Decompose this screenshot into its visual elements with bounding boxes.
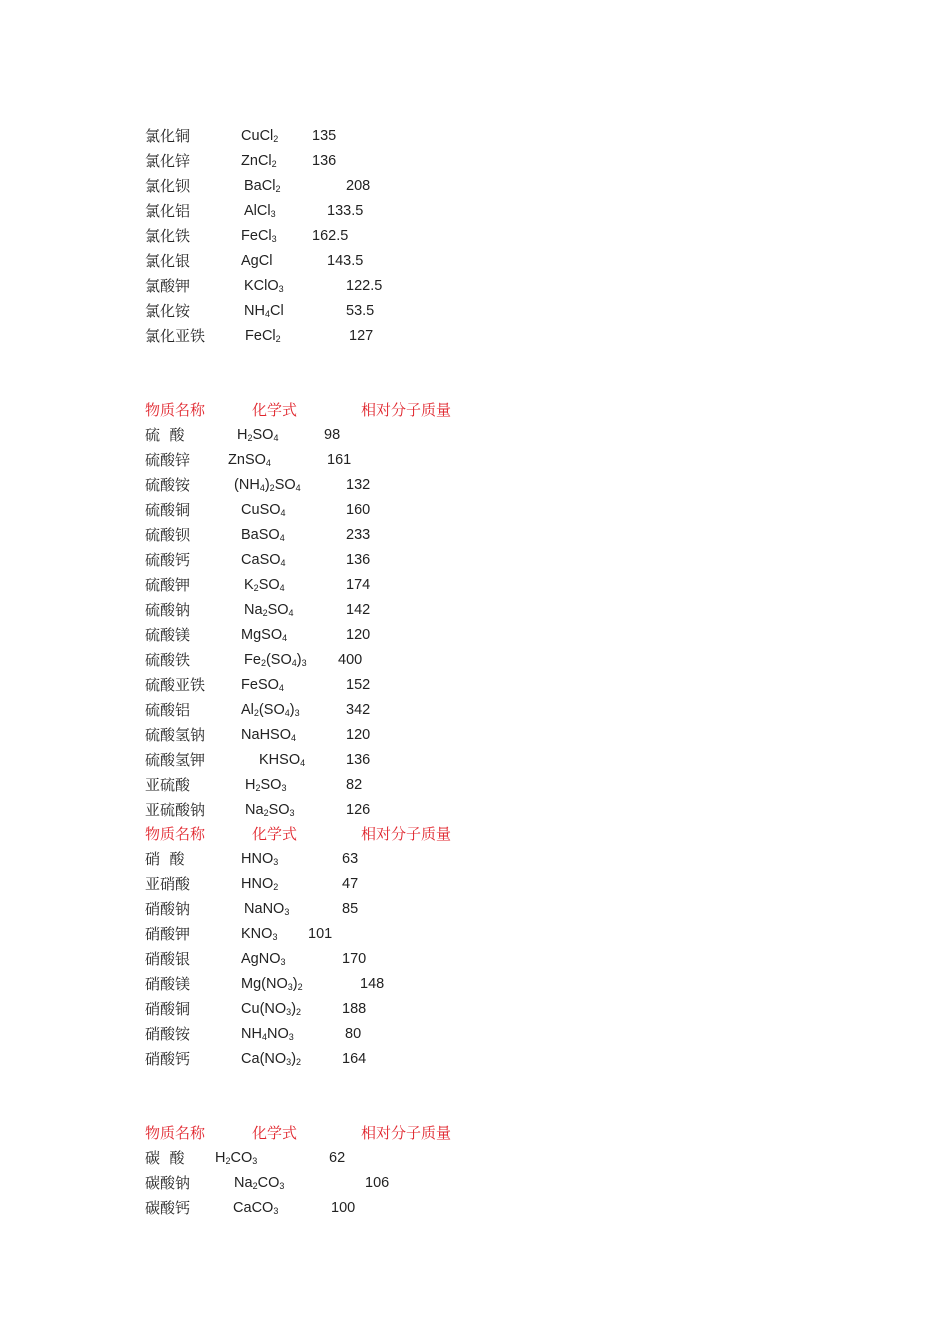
molecular-mass: 127 [349, 328, 374, 344]
substance-name: 碳 酸 [145, 1149, 185, 1167]
chemical-formula: $HNO_3$ [241, 851, 279, 867]
chemical-formula: CuCl$_2$ [241, 128, 279, 144]
chemical-formula: $K_2SO_4$ [244, 577, 285, 593]
substance-name: 硝酸银 [145, 950, 191, 968]
molecular-mass: 174 [346, 577, 371, 593]
table-row [0, 573, 950, 598]
molecular-mass: 133.5 [327, 203, 364, 219]
substance-name: 硫酸氢钾 [145, 751, 206, 769]
header-name: 物质名称 [145, 825, 206, 843]
molecular-mass: 148 [360, 976, 385, 992]
table-row [0, 473, 950, 498]
molecular-mass: 142 [346, 602, 371, 618]
table-row [0, 548, 950, 573]
molecular-mass: 82 [346, 777, 363, 793]
substance-name: 氯化铁 [145, 227, 191, 245]
chemical-formula: AgNO$_3$ [241, 951, 286, 967]
chemical-formula: $H_2CO_3$ [215, 1150, 258, 1166]
chemical-formula: FeCl$_2$ [245, 328, 281, 344]
table-row [0, 149, 950, 174]
molecular-mass: 53.5 [346, 303, 375, 319]
table-row [0, 872, 950, 897]
molecular-mass: 120 [346, 727, 371, 743]
table-row [0, 648, 950, 673]
molecular-mass: 208 [346, 178, 371, 194]
chemical-formula: $KHSO_4$ [259, 752, 306, 768]
substance-name: 硫酸铜 [145, 501, 191, 519]
substance-name: 氯酸钾 [145, 277, 191, 295]
table-row [0, 523, 950, 548]
substance-name: 硫酸钾 [145, 576, 191, 594]
chemical-formula: $Cu(NO_3)_2$ [241, 1001, 302, 1017]
table-row [0, 748, 950, 773]
substance-name: 碳酸钠 [145, 1174, 191, 1192]
substance-name: 碳酸钙 [145, 1199, 191, 1217]
chemical-formula: BaCl$_2$ [244, 178, 281, 194]
header-mass: 相对分子质量 [361, 825, 452, 843]
chemical-formula: $Fe_2(SO_4)_3$ [244, 652, 307, 668]
substance-name: 硫酸镁 [145, 626, 191, 644]
substance-name: 硝酸钙 [145, 1050, 191, 1068]
chemical-formula: $Al_2(SO_4)_3$ [241, 702, 300, 718]
header-mass: 相对分子质量 [361, 401, 452, 419]
molecular-mass: 161 [327, 452, 352, 468]
substance-name: 硝酸镁 [145, 975, 191, 993]
table-row [0, 274, 950, 299]
molecular-mass: 47 [342, 876, 359, 892]
table-row [0, 324, 950, 349]
table-row [0, 1171, 950, 1196]
table-row [0, 798, 950, 823]
table-row [0, 249, 950, 274]
chemical-formula: MgSO$_4$ [241, 627, 288, 643]
molecular-mass: 136 [346, 752, 371, 768]
chemical-formula: CaCO$_3$ [233, 1200, 279, 1216]
table-row [0, 124, 950, 149]
table-row [0, 423, 950, 448]
substance-name: 氯化钡 [145, 177, 191, 195]
header-name: 物质名称 [145, 401, 206, 419]
substance-name: 硫酸钡 [145, 526, 191, 544]
chemical-formula: $H_2SO_3$ [245, 777, 287, 793]
chemical-formula: CuSO$_4$ [241, 502, 286, 518]
table-row [0, 299, 950, 324]
table-row [0, 623, 950, 648]
chemical-formula: $H_2SO_4$ [237, 427, 279, 443]
chemical-formula: NaNO$_3$ [244, 901, 290, 917]
chemical-formula: $Mg(NO_3)_2$ [241, 976, 303, 992]
header-formula: 化学式 [252, 401, 298, 419]
molecular-mass: 400 [338, 652, 363, 668]
molecular-mass: 136 [346, 552, 371, 568]
substance-name: 亚硫酸钠 [145, 801, 206, 819]
substance-name: 硫酸铁 [145, 651, 191, 669]
table-row [0, 1196, 950, 1221]
header-mass: 相对分子质量 [361, 1124, 452, 1142]
substance-name: 硫酸铵 [145, 476, 191, 494]
substance-name: 氯化铜 [145, 127, 191, 145]
chemical-formula: BaSO$_4$ [241, 527, 285, 543]
molecular-mass: 85 [342, 901, 359, 917]
chemical-formula: AlCl$_3$ [244, 203, 276, 219]
molecular-mass: 188 [342, 1001, 367, 1017]
chemical-formula: $Ca(NO_3)_2$ [241, 1051, 302, 1067]
table-row [0, 174, 950, 199]
substance-name: 硝酸铜 [145, 1000, 191, 1018]
chemical-formula: $KNO_3$ [241, 926, 278, 942]
header-formula: 化学式 [252, 825, 298, 843]
table-row [0, 1022, 950, 1047]
chemical-formula: CaSO$_4$ [241, 552, 286, 568]
molecular-mass: 122.5 [346, 278, 383, 294]
chemical-formula: $Na_2SO_4$ [244, 602, 294, 618]
substance-name: 氯化银 [145, 252, 191, 270]
molecular-mass: 106 [365, 1175, 390, 1191]
table-row [0, 947, 950, 972]
chemical-formula: FeSO$_4$ [241, 677, 284, 693]
substance-name: 硫酸铝 [145, 701, 191, 719]
table-row [0, 922, 950, 947]
table-row [0, 897, 950, 922]
molecular-mass: 101 [308, 926, 333, 942]
table-row [0, 1047, 950, 1072]
chemical-formula: $Na_2CO_3$ [234, 1175, 285, 1191]
molecular-mass: 233 [346, 527, 371, 543]
substance-name: 硫酸氢钠 [145, 726, 206, 744]
molecular-mass: 126 [346, 802, 371, 818]
substance-name: 硝酸铵 [145, 1025, 191, 1043]
chemical-formula: AgCl [241, 253, 273, 269]
table-row [0, 997, 950, 1022]
substance-name: 硝 酸 [145, 850, 185, 868]
molecular-mass: 120 [346, 627, 371, 643]
molecular-mass: 160 [346, 502, 371, 518]
chemical-formula: $Na_2SO_3$ [245, 802, 295, 818]
substance-name: 氯化铵 [145, 302, 191, 320]
substance-name: 硫酸锌 [145, 451, 191, 469]
table-row [0, 498, 950, 523]
table-header-row [0, 822, 950, 847]
substance-name: 硝酸钠 [145, 900, 191, 918]
molecular-mass: 152 [346, 677, 371, 693]
table-row [0, 1146, 950, 1171]
molecular-mass: 342 [346, 702, 371, 718]
table-row [0, 698, 950, 723]
chemical-formula: $NH_4Cl$ [244, 303, 284, 319]
chemical-formula: FeCl$_3$ [241, 228, 277, 244]
molecular-mass: 80 [345, 1026, 362, 1042]
table-row [0, 723, 950, 748]
header-name: 物质名称 [145, 1124, 206, 1142]
table-row [0, 199, 950, 224]
chemical-formula: KClO$_3$ [244, 278, 284, 294]
table-row [0, 673, 950, 698]
header-formula: 化学式 [252, 1124, 298, 1142]
substance-name: 亚硫酸 [145, 776, 191, 794]
molecular-mass: 132 [346, 477, 371, 493]
molecular-mass: 135 [312, 128, 337, 144]
table-row [0, 598, 950, 623]
table-row [0, 847, 950, 872]
chemical-formula: $HNO_2$ [241, 876, 279, 892]
molecular-mass: 170 [342, 951, 367, 967]
table-row [0, 224, 950, 249]
substance-name: 硫酸钙 [145, 551, 191, 569]
chemical-formula: $NH_4NO_3$ [241, 1026, 294, 1042]
molecular-mass: 98 [324, 427, 341, 443]
substance-name: 硝酸钾 [145, 925, 191, 943]
chemical-formula: NaHSO$_4$ [241, 727, 297, 743]
table-header-row [0, 1121, 950, 1146]
molecular-mass: 164 [342, 1051, 367, 1067]
molecular-mass: 62 [329, 1150, 346, 1166]
molecular-mass: 162.5 [312, 228, 349, 244]
table-row [0, 773, 950, 798]
substance-name: 氯化铝 [145, 202, 191, 220]
substance-name: 硫 酸 [145, 426, 185, 444]
substance-name: 氯化锌 [145, 152, 191, 170]
substance-name: 硫酸钠 [145, 601, 191, 619]
molecular-mass: 100 [331, 1200, 356, 1216]
table-row [0, 972, 950, 997]
table-row [0, 448, 950, 473]
substance-name: 氯化亚铁 [145, 327, 206, 345]
molecular-mass: 143.5 [327, 253, 364, 269]
molecular-mass: 63 [342, 851, 359, 867]
chemical-formula: ZnSO$_4$ [228, 452, 271, 468]
chemical-formula: $(NH_4)_2SO_4$ [234, 477, 301, 493]
chemical-formula: ZnCl$_2$ [241, 153, 277, 169]
table-header-row [0, 398, 950, 423]
substance-name: 亚硝酸 [145, 875, 191, 893]
molecular-mass: 136 [312, 153, 337, 169]
substance-name: 硫酸亚铁 [145, 676, 206, 694]
